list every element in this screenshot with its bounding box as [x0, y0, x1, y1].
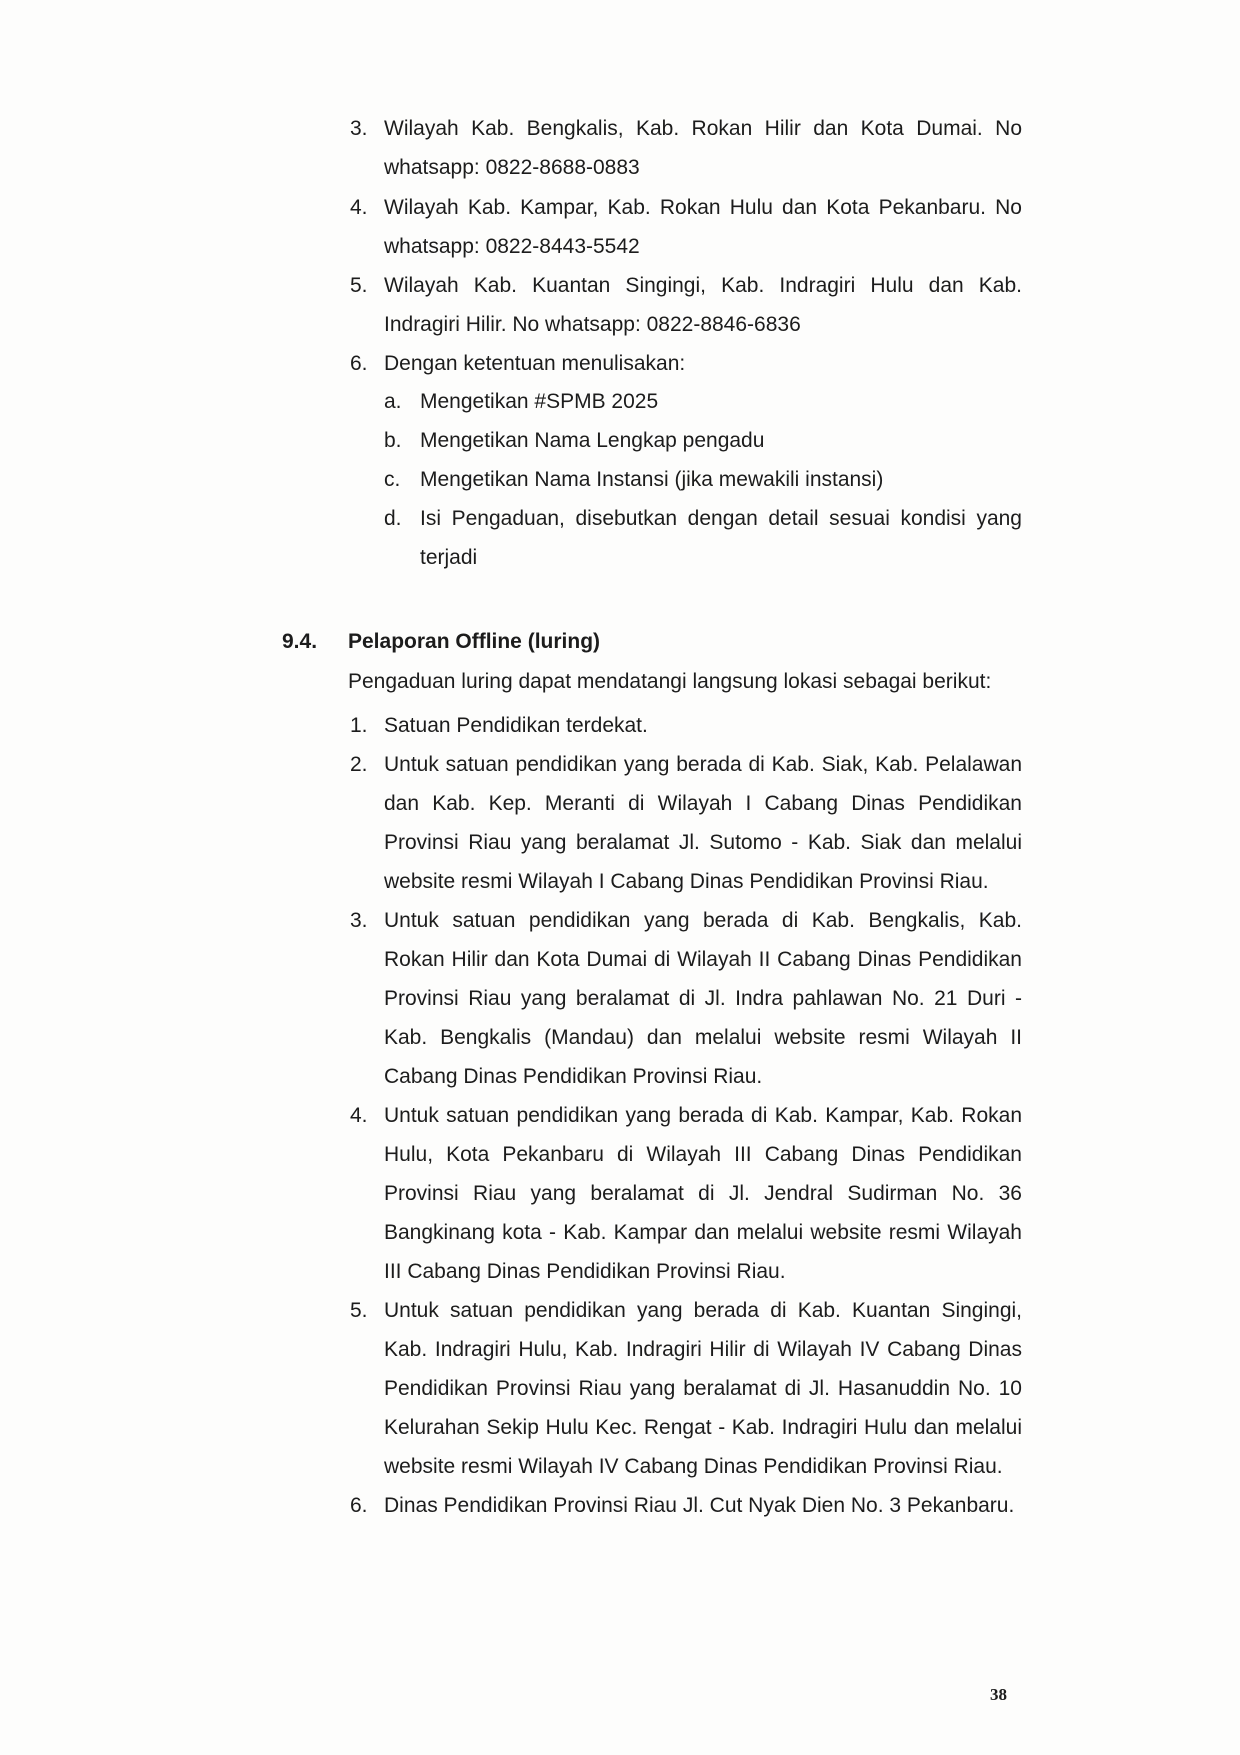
list-item-text: Dengan ketentuan menulisakan: — [384, 352, 686, 375]
list-number: 4. — [350, 1104, 368, 1127]
list-number: 6. — [350, 1494, 368, 1517]
section-intro: Pengaduan luring dapat mendatangi langsung lokasi sebagai berikut: — [348, 670, 992, 693]
list-item-text: Wilayah Kab. Bengkalis, Kab. Rokan Hilir dan Kota Dumai. No whatsapp: 0822-8688-0883 — [384, 117, 1022, 179]
list-item-text: Untuk satuan pendidikan yang berada di Kab. Kuantan Singingi, Kab. Indragiri Hulu, Kab. Indragiri Hilir di Wilayah IV Cabang Dinas Pendidikan Provinsi Riau yang beralamat di Jl. Hasanuddin No. 10 Kelurahan Sekip Hulu Kec. Rengat - Kab. Indragiri Hulu dan melalui website resmi Wilayah IV Cabang Dinas Pendidikan Provinsi Riau. — [384, 1299, 1022, 1478]
list-item-text: Satuan Pendidikan terdekat. — [384, 714, 648, 737]
list-item-text: Untuk satuan pendidikan yang berada di Kab. Bengkalis, Kab. Rokan Hilir dan Kota Dumai di Wilayah II Cabang Dinas Pendidikan Provinsi Riau yang beralamat di Jl. Indra pahlawan No. 21 Duri - Kab. Bengkalis (Mandau) dan melalui website resmi Wilayah II Cabang Dinas Pendidikan Provinsi Riau. — [384, 909, 1022, 1088]
section-title: Pelaporan Offline (luring) — [348, 630, 601, 653]
list-number: 3. — [350, 117, 368, 140]
sublist-item-text: Mengetikan Nama Lengkap pengadu — [420, 429, 765, 452]
page-number: 38 — [990, 1685, 1007, 1704]
list-number: 5. — [350, 1299, 368, 1322]
sublist-letter: b. — [384, 429, 402, 452]
sublist-item-text: Mengetikan #SPMB 2025 — [420, 390, 659, 413]
list-number: 2. — [350, 753, 368, 776]
sublist-letter: c. — [384, 468, 401, 491]
sublist-letter: a. — [384, 390, 402, 413]
list-item-text: Wilayah Kab. Kampar, Kab. Rokan Hulu dan Kota Pekanbaru. No whatsapp: 0822-8443-5542 — [384, 196, 1022, 258]
list-item-text: Untuk satuan pendidikan yang berada di Kab. Kampar, Kab. Rokan Hulu, Kota Pekanbaru di Wilayah III Cabang Dinas Pendidikan Provinsi Riau yang beralamat di Jl. Jendral Sudirman No. 36 Bangkinang kota - Kab. Kampar dan melalui website resmi Wilayah III Cabang Dinas Pendidikan Provinsi Riau. — [384, 1104, 1022, 1283]
list-number: 6. — [350, 352, 368, 375]
section-number: 9.4. — [282, 630, 318, 653]
list-number: 5. — [350, 274, 368, 297]
sublist-letter: d. — [384, 507, 402, 530]
list-number: 3. — [350, 909, 368, 932]
sublist-item-text: Mengetikan Nama Instansi (jika mewakili instansi) — [420, 468, 884, 491]
list-item-text: Wilayah Kab. Kuantan Singingi, Kab. Indragiri Hulu dan Kab. Indragiri Hilir. No whatsapp: 0822-8846-6836 — [384, 274, 1022, 336]
sublist-item-text: Isi Pengaduan, disebutkan dengan detail sesuai kondisi yang terjadi — [420, 507, 1022, 569]
list-item-text: Dinas Pendidikan Provinsi Riau Jl. Cut Nyak Dien No. 3 Pekanbaru. — [384, 1494, 1015, 1517]
list-number: 1. — [350, 714, 368, 737]
list-item-text: Untuk satuan pendidikan yang berada di Kab. Siak, Kab. Pelalawan dan Kab. Kep. Meranti di Wilayah I Cabang Dinas Pendidikan Provinsi Riau yang beralamat Jl. Sutomo - Kab. Siak dan melalui website resmi Wilayah I Cabang Dinas Pendidikan Provinsi Riau. — [384, 753, 1022, 893]
list-number: 4. — [350, 196, 368, 219]
